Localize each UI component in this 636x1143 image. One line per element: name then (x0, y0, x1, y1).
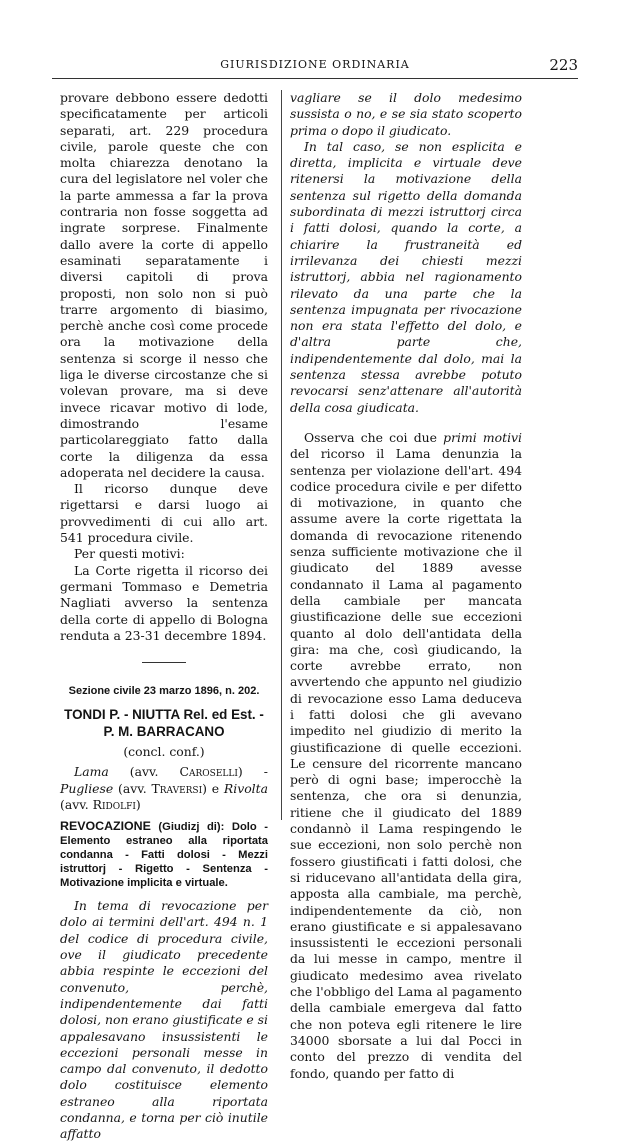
counsel-text: ) (135, 796, 141, 812)
paragraph: Per questi motivi: (74, 546, 185, 562)
counsel-text: (avv. (113, 780, 152, 796)
party-name: Rivolta (223, 780, 268, 796)
party-name: Pugliese (60, 780, 114, 796)
page-header (52, 58, 578, 76)
headnote: In tema di revocazione per dolo ai termini dell'art. 494 n. 1 del codice di procedura civile, ove il giudicato precedente abbia respinte le eccezioni del convenuto, perchè, indipendentemente dai fatti dolosi, non erano giustificate e si appalesavano insussistenti le eccezioni personali messe in campo dal convenuto, il dedotto dolo costituisce elemento estraneo alla riportata condanna, e torna per ciò inutile affatto (60, 898, 269, 1142)
parties-line: TONDI P. - NIUTTA Rel. ed Est. - P. M. BARRACANO (64, 707, 264, 739)
spacer (290, 416, 522, 430)
column-divider (281, 90, 282, 820)
summary-text: (Giudizj di): Dolo - Elemento estraneo alla riportata condanna - Fatti dolosi - Mezzi istruttorj - Rigetto - Sentenza - Motivazione implicita e virtuale. (60, 821, 268, 890)
counsel-text: ) e (202, 780, 224, 796)
counsel-text: (avv. (60, 796, 93, 812)
reasoning-text: del ricorso il Lama denunzia la sentenza per violazione dell'art. 494 codice procedura civile e per difetto di motivazione, in quanto che assume avere la corte rigettata la domanda di revocazione ritenendo senza sufficiente motivazione che il giudicato del 1889 avesse condannato il Lama al pagamento della cambiale per mancata giustificazione delle sue eccezioni quanto al dolo dell'antidata della gira: ma che, così giudicando, la corte avrebbe errato, non avvertendo che appunto nel giudizio di revocazione esso Lama deduceva i fatti dolosi che gli avevano impedito nel giudizio di merito la giustificazione di quelle eccezioni. Le censure del ricorrente mancano però di ogni base; imperocchè la sentenza, che ora si denunzia, ritiene che il giudicato del 1889 condannò il Lama respingendo le sue eccezioni, non solo perchè non fossero giustificati i fatti dolosi, che si riducevano all'antidata della gira, apposta alla cambiale, ma perchè, indipendentemente da ciò, non erano giustificate e si appalesavano insussistenti le eccezioni personali da lui messe in campo, mentre il giudicato medesimo avea rivelato che l'obbligo del Lama al pagamento della cambiale emergeva dal fatto che non poteva egli ritenere le lire 34000 sborsate a lui dal Pocci in conto del prezzo di vendita del fondo, quando per fatto di (290, 446, 522, 1081)
headnote-paragraph: In tal caso, se non esplicita e diretta, implicita e virtuale deve ritenersi la motivazione della sentenza sul rigetto della domanda subordinata di mezzi istruttorj circa i fatti dolosi, quando la corte, a chiarire la frustraneità ed irrilevanza dei chiesti mezzi istruttorj, abbia nel ragionamento rilevato da una parte che la sentenza impugnata per rivocazione non era stata l'effetto del dolo, e d'altra parte che, indipendentemente dal dolo, mai la sentenza stessa avrebbe potuto revocarsi senz'attenare all'autorità della cosa giudicata. (290, 138, 522, 415)
counsel-text: (avv. (108, 764, 180, 780)
page-number: 223 (549, 56, 578, 74)
left-column (60, 90, 268, 1143)
lawyer-name: Traversi (151, 780, 203, 796)
case-summary (60, 819, 268, 890)
lawyer-name: Ridolfi (92, 796, 136, 812)
counsel-text: ) - (237, 764, 268, 780)
counsel-line (60, 764, 268, 813)
section-separator (142, 662, 186, 663)
section-line: Sezione civile 23 marzo 1896, n. 202. (68, 685, 260, 698)
summary-lead: REVOCAZIONE (60, 819, 151, 834)
header-rule (52, 78, 578, 79)
reasoning-paragraph (290, 430, 522, 1082)
reasoning-text: Osserva che coi due (304, 429, 444, 445)
party-name: Lama (74, 764, 109, 780)
conclusion-note: (concl. conf.) (123, 743, 205, 759)
reasoning-emphasis: primi motivi (443, 429, 522, 445)
running-head: GIURISDIZIONE ORDINARIA (220, 58, 410, 71)
lawyer-name: Caroselli (179, 764, 238, 780)
paragraph: Il ricorso dunque deve rigettarsi e darsi luogo ai provvedimenti di cui allo art. 541 procedura civile. (60, 481, 268, 546)
right-column (290, 90, 522, 1082)
paragraph: provare debbono essere dedotti specificatamente per articoli separati, art. 229 procedura civile, parole queste che con molta chiarezza denotano la cura del legislatore nel voler che la parte ammessa a far la prova contraria non fosse soggetta ad ingrate sorprese. Finalmente dallo avere la corte di appello esaminati separatamente i diversi capitoli di prova proposti, non solo non si può trarre argomento di biasimo, perchè anche così come procede ora la motivazione della sentenza si scorge il nesso che liga le diverse circostanze che si volevan provare, ma si deve invece ricavar motivo di lode, dimostrando l'esame particolareggiato fatto dalla corte la diligenza da essa adoperata nel decidere la causa. (60, 90, 268, 480)
headnote-continued: vagliare se il dolo medesimo sussista o no, e se sia stato scoperto prima o dopo il giudicato. (290, 90, 522, 138)
decision-paragraph: La Corte rigetta il ricorso dei germani Tommaso e Demetria Nagliati avverso la sentenza della corte di appello di Bologna renduta a 23-31 decembre 1894. (60, 562, 268, 643)
